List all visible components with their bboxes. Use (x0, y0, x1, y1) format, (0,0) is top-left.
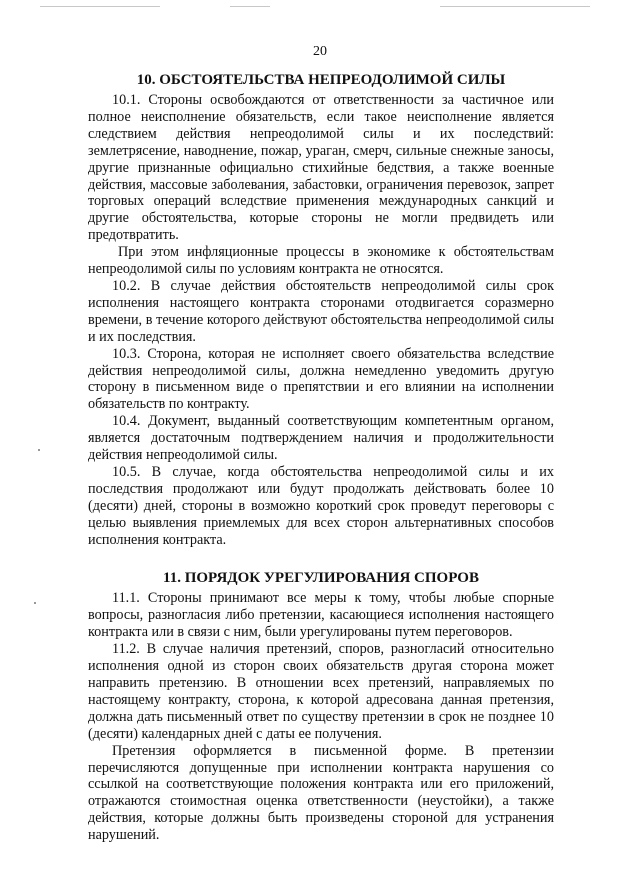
scan-speck (34, 602, 36, 604)
scan-edge-line (440, 6, 590, 7)
document-body (88, 70, 554, 844)
paragraph-10-4: 10.4. Документ, выданный соответствующим компетентным органом, является достаточным подтверждением наличия и продолжительности действия непреодолимой силы. (88, 413, 554, 464)
paragraph-10-5: 10.5. В случае, когда обстоятельства непреодолимой силы и их последствия продолжают или будут продолжать действовать более 10 (десяти) дней, стороны в возможно короткий срок проведут переговоры с целью выявления приемлемых для всех сторон альтернативных способов исполнения контракта. (88, 463, 554, 548)
paragraph-11-2: 11.2. В случае наличия претензий, споров, разногласий относительно исполнения одной из сторон своих обязательств другая сторона может направить претензию. В отношении всех претензий, направляемых по настоящему контракту, сторона, к которой адресована данная претензия, должна дать письменный ответ по существу претензии в срок не позднее 10 (десяти) календарных дней с даты ее получения. (88, 641, 554, 742)
scan-edge-line (40, 6, 160, 7)
paragraph-10-2: 10.2. В случае действия обстоятельств непреодолимой силы срок исполнения настоящего контракта сторонами отодвигается соразмерно времени, в течение которого действуют обстоятельства непреодолимой силы и их последствия. (88, 277, 554, 345)
paragraph-10-3: 10.3. Сторона, которая не исполняет своего обязательства вследствие действия непреодолимой силы, должна немедленно уведомить другую сторону в письменном виде о препятствии и его влиянии на исполнении обязательств по контракту. (88, 345, 554, 413)
paragraph-11-1: 11.1. Стороны принимают все меры к тому, чтобы любые спорные вопросы, разногласия либо претензии, касающиеся исполнения настоящего контракта или в связи с ним, были урегулированы путем переговоров. (88, 590, 554, 641)
scan-edge-line (230, 6, 270, 7)
section-10-title: 10. ОБСТОЯТЕЛЬСТВА НЕПРЕОДОЛИМОЙ СИЛЫ (136, 72, 506, 88)
paragraph-10-1: 10.1. Стороны освобождаются от ответственности за частичное или полное неисполнение обязательств, если такое неисполнение является следствием действия непреодолимой силы и их последствий: землетрясение, наводнение, пожар, ураган, смерч, сильные снежные заносы, другие признанные официально стихийные бедствия, а также военные действия, массовые заболевания, забастовки, ограничения перевозок, запрет торговых операций вследствие применения международных санкций и другие обстоятельства, которые стороны не могли предвидеть или предотвратить. (88, 92, 554, 244)
scan-speck (38, 449, 40, 451)
section-11-title: 11. ПОРЯДОК УРЕГУЛИРОВАНИЯ СПОРОВ (163, 570, 479, 587)
paragraph-10-1-note: При этом инфляционные процессы в экономике к обстоятельствам непреодолимой силы по условиям контракта не относятся. (88, 244, 554, 278)
page-number: 20 (313, 44, 327, 59)
paragraph-11-2-claim: Претензия оформляется в письменной форме. В претензии перечисляются допущенные при исполнении контракта нарушения со ссылкой на соответствующие положения контракта или его приложений, отражаются стоимостная оценка ответственности (неустойки), а также действия, которые должны быть произведены стороной для устранения нарушений. (88, 742, 554, 844)
